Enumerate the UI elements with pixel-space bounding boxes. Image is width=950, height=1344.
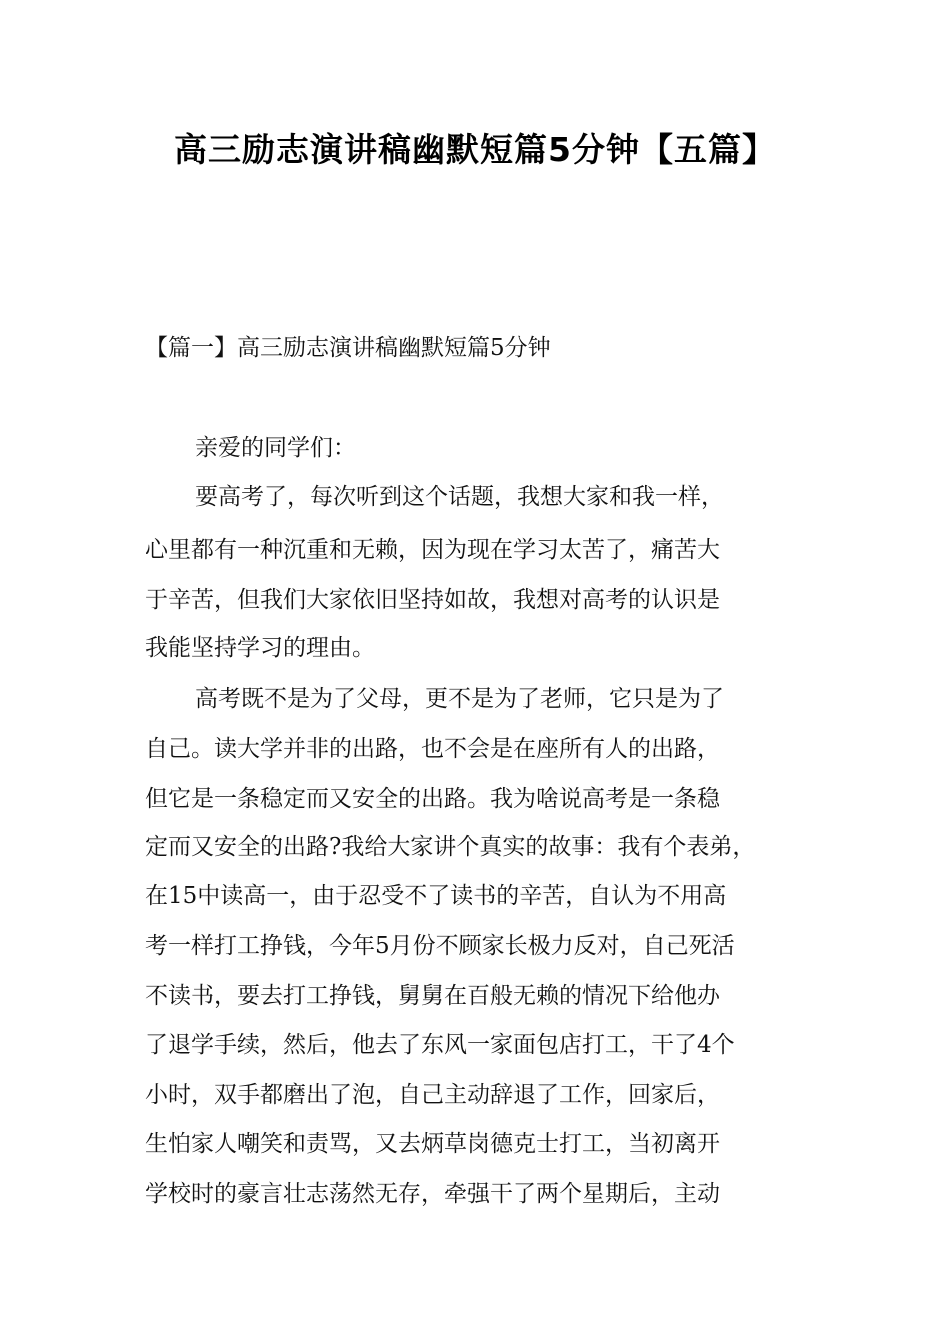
paragraph-line: 小时，双手都磨出了泡，自己主动辞退了工作，回家后， (145, 1082, 720, 1108)
salutation: 亲爱的同学们： (195, 435, 356, 461)
section-heading: 【篇一】高三励志演讲稿幽默短篇5分钟 (145, 335, 551, 361)
paragraph-line: 但它是一条稳定而又安全的出路。我为啥说高考是一条稳 (145, 786, 720, 812)
paragraph-line: 心里都有一种沉重和无赖，因为现在学习太苦了，痛苦大 (145, 537, 720, 563)
paragraph-line: 高考既不是为了父母，更不是为了老师，它只是为了 (195, 686, 724, 712)
document-title: 高三励志演讲稿幽默短篇5分钟【五篇】 (174, 130, 776, 169)
paragraph-line: 于辛苦，但我们大家依旧坚持如故，我想对高考的认识是 (145, 587, 720, 613)
paragraph-line: 学校时的豪言壮志荡然无存，牵强干了两个星期后，主动 (145, 1181, 720, 1207)
paragraph-line: 了退学手续，然后，他去了东风一家面包店打工，干了4个 (145, 1032, 735, 1058)
paragraph-line: 不读书，要去打工挣钱，舅舅在百般无赖的情况下给他办 (145, 983, 720, 1009)
paragraph-line: 在15中读高一，由于忍受不了读书的辛苦，自认为不用高 (145, 883, 727, 909)
paragraph-line: 生怕家人嘲笑和责骂，又去炳草岗德克士打工，当初离开 (145, 1131, 720, 1157)
paragraph-line: 自己。读大学并非的出路，也不会是在座所有人的出路， (145, 736, 720, 762)
paragraph-line: 要高考了，每次听到这个话题，我想大家和我一样， (195, 484, 724, 510)
paragraph-line: 定而又安全的出路?我给大家讲个真实的故事：我有个表弟， (145, 834, 756, 860)
paragraph-line: 考一样打工挣钱，今年5月份不顾家长极力反对，自己死活 (145, 933, 735, 959)
paragraph-line: 我能坚持学习的理由。 (145, 635, 375, 661)
